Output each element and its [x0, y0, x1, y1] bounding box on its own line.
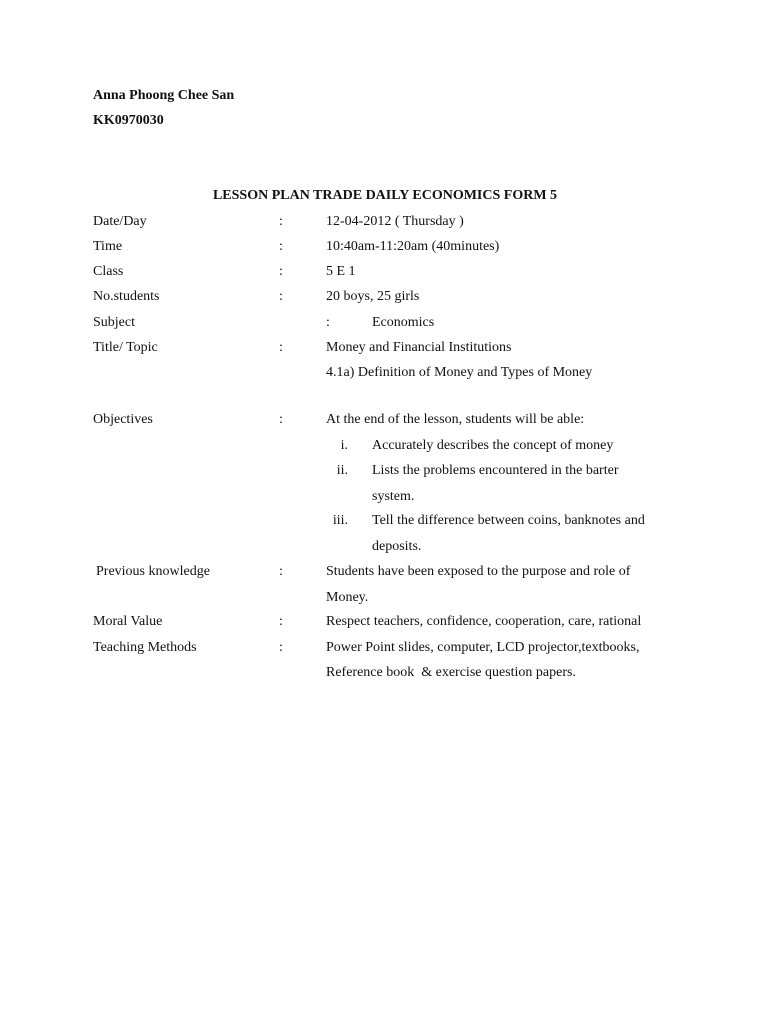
objective-item: Accurately describes the concept of money [372, 438, 614, 453]
class-value: 5 E 1 [326, 264, 356, 279]
objective-item: Lists the problems encountered in the barter [372, 463, 619, 478]
objective-item-continued: system. [372, 489, 415, 504]
objectives-colon: : [279, 412, 283, 427]
teaching-methods-value-continued: Reference book & exercise question papers. [326, 665, 576, 680]
time-value: 10:40am-11:20am (40minutes) [326, 239, 500, 254]
teaching-methods-colon: : [279, 640, 283, 655]
topic-subtopic: 4.1a) Definition of Money and Types of Money [326, 365, 593, 380]
moral-value-text: Respect teachers, confidence, cooperation, care, rational [326, 614, 642, 629]
objective-item-continued: deposits. [372, 539, 422, 554]
students-label: No.students [93, 289, 160, 304]
time-label: Time [93, 239, 123, 254]
objective-number: iii. [332, 513, 348, 528]
subject-label: Subject [93, 315, 135, 330]
topic-label: Title/ Topic [93, 340, 158, 355]
date-value: 12-04-2012 ( Thursday ) [326, 214, 464, 229]
class-label: Class [93, 264, 124, 279]
time-colon: : [279, 239, 283, 254]
author-name: Anna Phoong Chee San [93, 88, 235, 103]
objectives-label: Objectives [93, 412, 153, 427]
topic-value: Money and Financial Institutions [326, 340, 512, 355]
objectives-intro: At the end of the lesson, students will be able: [326, 412, 585, 427]
teaching-methods-value: Power Point slides, computer, LCD projector,textbooks, [326, 640, 640, 655]
topic-colon: : [279, 340, 283, 355]
subject-colon: : [326, 315, 330, 330]
author-id: KK0970030 [93, 113, 164, 128]
date-label: Date/Day [93, 214, 147, 229]
prior-knowledge-colon: : [279, 564, 283, 579]
moral-value-label: Moral Value [93, 614, 163, 629]
moral-value-colon: : [279, 614, 283, 629]
teaching-methods-label: Teaching Methods [93, 640, 197, 655]
prior-knowledge-label: Previous knowledge [96, 564, 210, 579]
prior-knowledge-value-continued: Money. [326, 590, 369, 605]
lesson-plan-title: LESSON PLAN TRADE DAILY ECONOMICS FORM 5 [212, 188, 558, 203]
date-colon: : [279, 214, 283, 229]
students-colon: : [279, 289, 283, 304]
prior-knowledge-value: Students have been exposed to the purpose and role of [326, 564, 631, 579]
objective-item: Tell the difference between coins, banknotes and [372, 513, 645, 528]
class-colon: : [279, 264, 283, 279]
objective-number: i. [340, 438, 348, 453]
objective-number: ii. [336, 463, 348, 478]
students-value: 20 boys, 25 girls [326, 289, 420, 304]
subject-value: Economics [372, 315, 435, 330]
